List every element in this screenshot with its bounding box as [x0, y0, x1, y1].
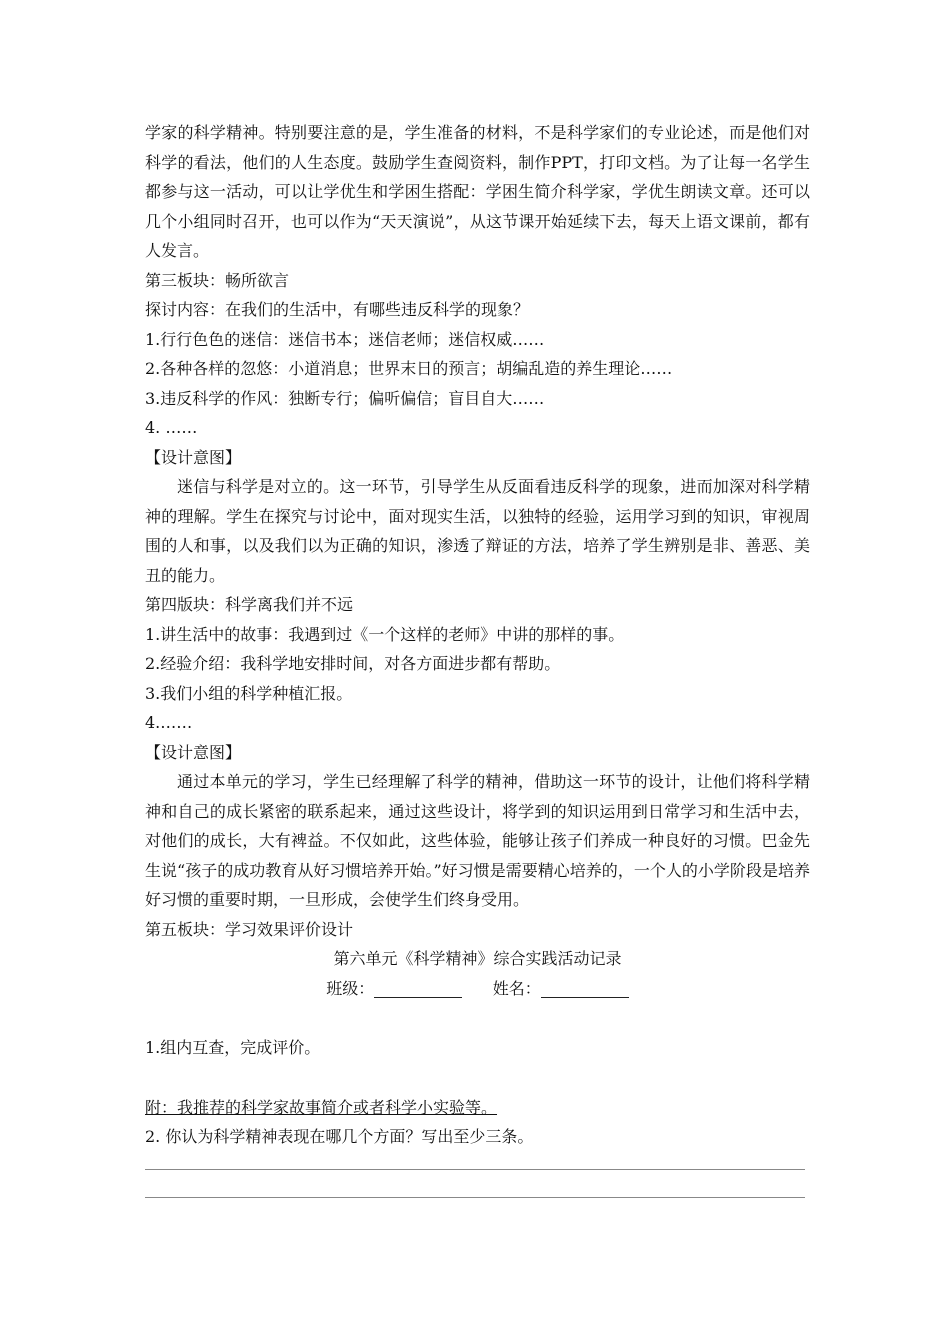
- intro-paragraph: 学家的科学精神。特别要注意的是，学生准备的材料，不是科学家们的专业论述，而是他们对科学的看法，他们的人生态度。鼓励学生查阅资料，制作PPT，打印文档。为了让每一名学生都参与这一活动，可以让学优生和学困生搭配：学困生简介科学家，学优生朗读文章。还可以几个小组同时召开，也可以作为“天天演说”，从这节课开始延续下去，每天上语文课前，都有人发言。: [145, 123, 810, 260]
- section4-item-1: 1.讲生活中的故事：我遇到过《一个这样的老师》中讲的那样的事。: [145, 624, 625, 644]
- class-label: 班级：: [326, 978, 375, 998]
- section4-title: 第四版块：科学离我们并不远: [145, 595, 354, 614]
- section3-item-4: 4. ……: [145, 418, 198, 437]
- answer-line-2[interactable]: [145, 1197, 805, 1198]
- section4-item-3: 3.我们小组的科学种植汇报。: [145, 683, 353, 703]
- document-body: [145, 118, 810, 1198]
- class-blank[interactable]: [374, 977, 462, 998]
- section4-item-2: 2.经验介绍：我科学地安排时间，对各方面进步都有帮助。: [145, 654, 561, 673]
- section3-intent-heading: 【设计意图】: [145, 447, 242, 467]
- spacer: [145, 1152, 810, 1169]
- appendix-note: 附：我推荐的科学家故事简介或者科学小实验等。: [145, 1097, 498, 1117]
- name-blank[interactable]: [541, 977, 629, 998]
- record-title: 第六单元《科学精神》综合实践活动记录: [333, 949, 622, 968]
- section4-item-4: 4.……: [145, 713, 193, 732]
- section4-intent-heading: 【设计意图】: [145, 742, 242, 762]
- spacer: [145, 1003, 810, 1033]
- spacer: [145, 1170, 810, 1197]
- section5-item-2: 2. 你认为科学精神表现在哪几个方面？写出至少三条。: [145, 1127, 534, 1146]
- section5-item-1: 1.组内互查，完成评价。: [145, 1038, 321, 1057]
- spacer: [145, 1063, 810, 1093]
- section3-intent-text: 迷信与科学是对立的。这一环节，引导学生从反面看违反科学的现象，进而加深对科学精神的理解。学生在探究与讨论中，面对现实生活，以独特的经验，运用学习到的知识，审视周围的人和事，以及我们以为正确的知识，渗透了辩证的方法，培养了学生辨别是非、善恶、美丑的能力。: [145, 477, 810, 585]
- section3-item-3: 3.违反科学的作风：独断专行；偏听偏信；盲目自大……: [145, 388, 545, 408]
- name-label: 姓名：: [492, 978, 541, 998]
- section3-item-1: 1.行行色色的迷信：迷信书本；迷信老师；迷信权威……: [145, 329, 545, 349]
- section3-title: 第三板块：畅所欲言: [145, 270, 290, 290]
- section4-intent-text: 通过本单元的学习，学生已经理解了科学的精神，借助这一环节的设计，让他们将科学精神和自己的成长紧密的联系起来，通过这些设计，将学到的知识运用到日常学习和生活中去，对他们的成长，大有裨益。不仅如此，这些体验，能够让孩子们养成一种良好的习惯。巴金先生说“孩子的成功教育从好习惯培养开始。”好习惯是需要精心培养的，一个人的小学阶段是培养好习惯的重要时期，一旦形成，会使学生们终身受用。: [145, 772, 810, 909]
- section3-item-2: 2.各种各样的忽悠：小道消息；世界末日的预言；胡编乱造的养生理论……: [145, 359, 673, 378]
- section5-title: 第五板块：学习效果评价设计: [145, 919, 354, 939]
- record-fields: [145, 974, 810, 1004]
- section3-topic: 探讨内容：在我们的生活中，有哪些违反科学的现象？: [145, 300, 530, 319]
